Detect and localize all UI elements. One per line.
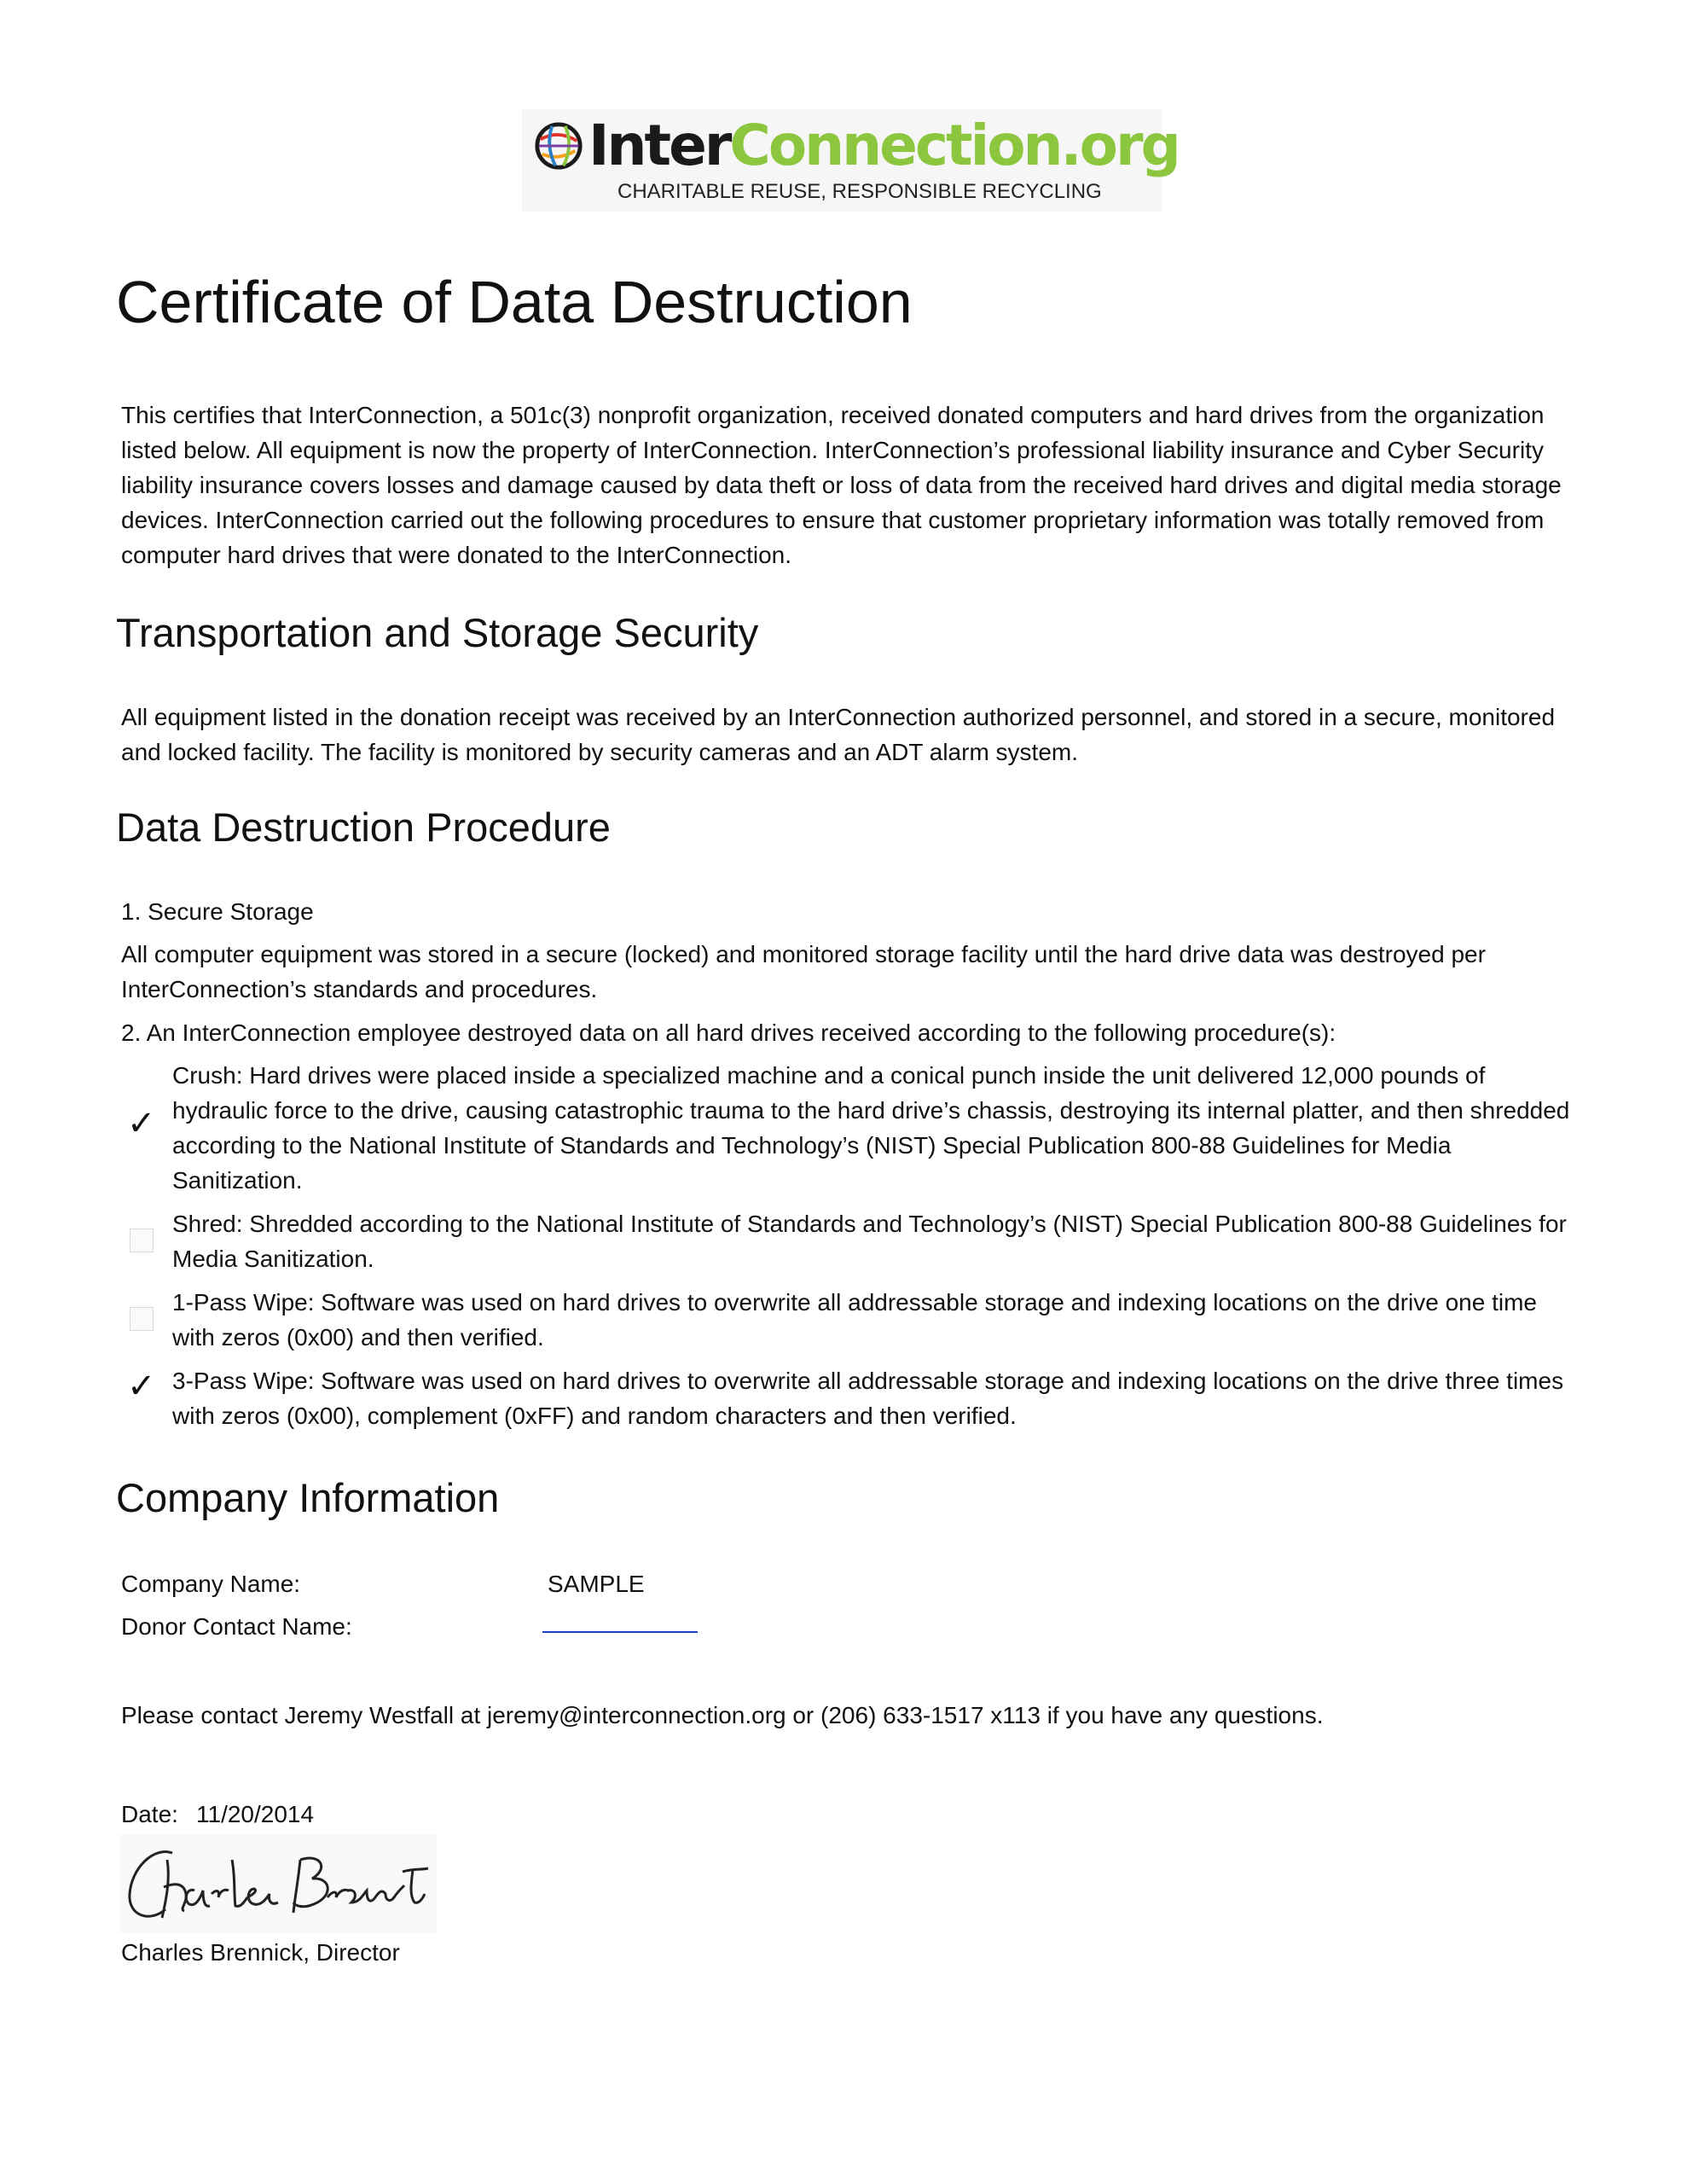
logo-wordmark: InterConnection.org [588, 113, 1179, 178]
procedure-item-shred [121, 1206, 1571, 1278]
step1-title: 1. Secure Storage [121, 898, 314, 925]
one-pass-wipe-checkbox[interactable] [130, 1307, 154, 1331]
procedure-heading: Data Destruction Procedure [116, 804, 611, 850]
shred-checkbox[interactable] [130, 1228, 154, 1252]
company-name-label: Company Name: [121, 1571, 301, 1597]
interconnection-logo [522, 109, 1179, 212]
three-pass-wipe-checkbox[interactable] [127, 1367, 156, 1406]
procedure-item-1-pass-wipe [121, 1285, 1571, 1356]
donor-contact-link[interactable] [542, 1631, 698, 1633]
checkmark-icon: ✓ [127, 1104, 156, 1143]
procedure-item-3-pass-wipe [121, 1363, 1571, 1435]
signer-name: Charles Brennick, Director [121, 1939, 400, 1966]
three-pass-wipe-text: 3-Pass Wipe: Software was used on hard drives to overwrite all addressable storage and indexing locations on the drive three times with zeros (0x00), complement (0xFF) and random characters and then verified. [172, 1368, 1564, 1429]
company-name-value: SAMPLE [548, 1571, 645, 1597]
checkmark-icon: ✓ [127, 1367, 156, 1406]
contact-note: Please contact Jeremy Westfall at jeremy@interconnection.org or (206) 633-1517 x113 if you have any questions. [121, 1702, 1324, 1728]
procedure-item-crush [121, 1058, 1571, 1199]
intro-paragraph: This certifies that InterConnection, a 501c(3) nonprofit organization, received donated computers and hard drives from the organization listed below. All equipment is now the property of InterConnection. InterConnection’s professional liability insurance and Cyber Security liability insurance covers losses and damage caused by data theft or loss of data from the received hard drives and digital media storage devices. InterConnection carried out the following procedures to ensure that customer proprietary information was totally removed from computer hard drives that were donated to the InterConnection. [121, 402, 1562, 568]
transport-paragraph: All equipment listed in the donation receipt was received by an InterConnection authorized personnel, and stored in a secure, monitored and locked facility. The facility is monitored by security cameras and an ADT alarm system. [121, 704, 1556, 765]
company-heading: Company Information [116, 1475, 500, 1520]
globe-icon [534, 121, 583, 171]
one-pass-wipe-text: 1-Pass Wipe: Software was used on hard drives to overwrite all addressable storage and indexing locations on the drive one time with zeros (0x00) and then verified. [172, 1289, 1537, 1350]
crush-checkbox[interactable] [127, 1104, 156, 1143]
page-title: Certificate of Data Destruction [116, 269, 913, 335]
step1-text: All computer equipment was stored in a secure (locked) and monitored storage facility until the hard drive data was destroyed per InterConnection’s standards and procedures. [121, 941, 1486, 1002]
shred-text: Shred: Shredded according to the National Institute of Standards and Technology’s (NIST) Special Publication 800-88 Guidelines for Media Sanitization. [172, 1211, 1567, 1272]
crush-text: Crush: Hard drives were placed inside a specialized machine and a conical punch inside the unit delivered 12,000 pounds of hydraulic force to the drive, causing catastrophic trauma to the hard drive’s chassis, destroying its internal platter, and then shredded according to the National Institute of Standards and Technology’s (NIST) Special Publication 800-88 Guidelines for Media Sanitization. [172, 1062, 1570, 1194]
date-value: 11/20/2014 [196, 1801, 315, 1827]
date-label: Date: [121, 1801, 178, 1827]
signature-image [119, 1834, 437, 1933]
transport-heading: Transportation and Storage Security [116, 610, 759, 655]
donor-contact-label: Donor Contact Name: [121, 1613, 352, 1640]
step2-title: 2. An InterConnection employee destroyed data on all hard drives received according to the following procedure(s): [121, 1019, 1336, 1046]
logo-tagline: CHARITABLE REUSE, RESPONSIBLE RECYCLING [617, 180, 1102, 203]
